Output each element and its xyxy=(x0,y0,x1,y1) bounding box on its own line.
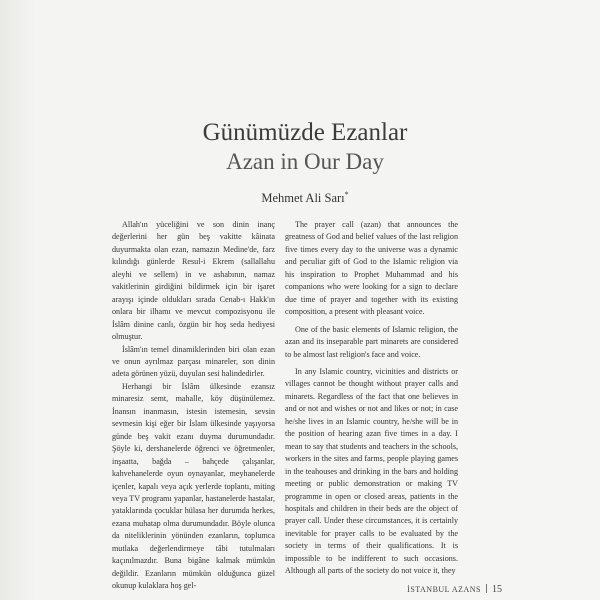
page-footer xyxy=(407,584,502,595)
title-turkish: Günümüzde Ezanlar xyxy=(202,119,408,146)
author-footnote-mark: * xyxy=(344,190,349,199)
paragraph: Allah'ın yüceliğini ve son dinin inanç değerlerini her gün beş vakitte kâinata duyurmakta olan ezan, namazın Medine'de, farz kılındığı günlerde Resul-i Ekrem (sallallahu aleyhi ve sellem) in ve ashabının, namaz vakitlerinin girdiğini bildirmek için bir işaret arayışı içinde oldukları sırada Cenab-ı Hakk'ın onlara bir ilhamı ve mevcut compozisyonu ile İslâm dinine canlı, özgün bir hoş seda hediyesi olmuştur. xyxy=(112,220,275,342)
paragraph: Herhangi bir İslâm ülkesinde ezansız minaresiz semt, mahalle, köy düşünülemez. İnansın inanmasın, istesin istemesin, sevsin sevmesin kişi eğer bir İslam ülkesinde yaşıyorsa günde beş vakit ezanı duyma durumundadır. Şöyle ki, dershanelerde öğrenci ve öğretmenler, inşaatta, bağda – bahçede çalışanlar, kahvehanelerde oyun oynayanlar, meyhanelerde içenler, kapalı veya açık yerlerde toplantı, miting veya TV programı yapanlar, hastanelerde hastalar, yataklarında çocuklar hülasa her durumda herkes, ezana muhatap olma durumundadır. Böyle olunca da niteliklerinin yönünden ezanların, toplumca mutlaka değerlendirmeye tâbi tutulmaları kaçınılmazdır. Buna bigâne kalmak mümkün değildir. Ezanların mümkün olduğunca güzel okunup kulaklara hoş gel- xyxy=(112,381,275,591)
title-english: Azan in Our Day xyxy=(226,149,384,174)
running-footer: İSTANBUL AZANS xyxy=(407,585,481,594)
author-name: Mehmet Ali Sarı xyxy=(261,191,345,206)
article-title xyxy=(120,118,490,176)
page-number: 15 xyxy=(492,584,502,595)
footer-divider xyxy=(486,584,487,593)
english-column xyxy=(285,219,458,578)
paragraph: The prayer call (azan) that announces the greatness of God and belief values of the last religion five times every day to the universe was a dynamic and peculiar gift of God to the Islamic religion via his inspiration to Prophet Muhammad and his companions who were looking for a sign to declare due time of prayer and together with its existing composition, a present with pleasant voice. xyxy=(285,220,458,317)
paragraph: İslâm'ın temel dinamiklerinden biri olan ezan ve onun ayrılmaz parçası minareler, son dinin adeta görünen yüzü, duyulan sesi halindedirler. xyxy=(112,344,275,379)
turkish-column xyxy=(112,219,275,593)
author-line xyxy=(120,190,490,206)
paragraph: One of the basic elements of Islamic religion, the azan and its inseparable part minarets are considered to be almost last religion's face and voice. xyxy=(285,324,458,359)
paragraph: In any Islamic country, vicinities and districts or villages cannot be thought without prayer calls and minarets. Regardless of the fact that one believes in and or not and wishes or not and likes or not; in case he/she lives in an Islamic country, he/she will be in the position of hearing azan five times in a day. I mean to say that students and teachers in the schools, workers in the sites and farms, people playing games in the teahouses and drinking in the bars and holding meeting or public demonstration or making TV programme in open or closed areas, patients in the hospitals and children in their beds are the object of prayer call. Under these circumstances, it is certainly inevitable for prayer calls to be evaluated by the society in terms of their qualifications. It is impossible to be indifferent to such occasions. Although all parts of the society do not voice it, they xyxy=(285,366,458,576)
